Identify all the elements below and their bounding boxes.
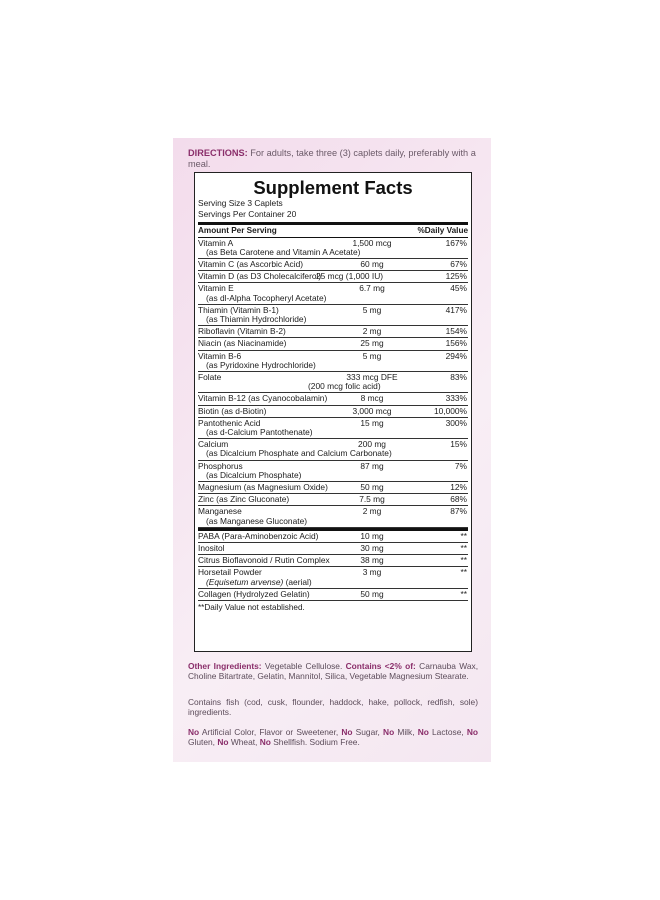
nutrient-row <box>198 418 468 439</box>
nutrient-row <box>198 567 468 588</box>
nutrient-amount: 2 mg <box>362 326 382 337</box>
nutrient-daily-value: ** <box>460 588 467 599</box>
nutrient-amount: 8 mcg <box>360 393 384 404</box>
nutrient-name: Citrus Bioflavonoid / Rutin Complex <box>198 555 330 566</box>
no-keyword: No <box>417 727 429 737</box>
no-keyword: No <box>341 727 353 737</box>
nutrient-daily-value: 300% <box>445 417 467 428</box>
nutrient-source-text: (as Thiamin Hydrochloride) <box>206 314 307 325</box>
nutrient-row <box>198 589 468 601</box>
facts-header <box>198 225 468 238</box>
nutrient-source <box>198 449 468 458</box>
nutrient-source <box>198 517 468 526</box>
nutrient-source-extra: (aerial) <box>283 576 312 587</box>
nutrient-amount: 5 mg <box>362 304 382 315</box>
nutrient-amount: 38 mg <box>360 555 384 566</box>
nutrient-row <box>198 338 468 350</box>
other-ingredients-text: Vegetable Cellulose. <box>261 661 346 671</box>
nutrient-amount: 2 mg <box>362 506 382 517</box>
fish-notice: Contains fish (cod, cusk, flounder, haddock, hake, pollock, redfish, sole) ingredients. <box>188 697 478 718</box>
nutrient-amount: 87 mg <box>360 460 384 471</box>
nutrient-name: Vitamin B-6 <box>198 350 242 361</box>
nutrient-daily-value: 125% <box>445 271 467 282</box>
nutrient-name: Niacin (as Niacinamide) <box>198 338 287 349</box>
contains-label: Contains <2% of: <box>345 661 416 671</box>
nutrient-name: Vitamin D (as D3 Cholecalciferol) <box>198 271 322 282</box>
header-dv: %Daily Value <box>417 225 468 235</box>
nutrient-source <box>198 578 468 587</box>
nutrient-amount: 6.7 mg <box>359 283 385 294</box>
free-from-item: Artificial Color, Flavor or Sweetener, <box>199 727 342 737</box>
nutrient-source-text: (as dl-Alpha Tocopheryl Acetate) <box>206 292 327 303</box>
free-from-statement <box>188 727 478 748</box>
nutrient-name: Zinc (as Zinc Gluconate) <box>198 494 290 505</box>
nutrient-name: Pantothenic Acid <box>198 417 261 428</box>
nutrient-row <box>198 259 468 271</box>
nutrient-name: Vitamin A <box>198 237 234 248</box>
header-amount: Amount Per Serving <box>198 225 277 235</box>
other-ingredients <box>188 661 478 682</box>
nutrient-daily-value: 294% <box>445 350 467 361</box>
nutrient-name: Magnesium (as Magnesium Oxide) <box>198 482 328 493</box>
no-keyword: No <box>217 737 229 748</box>
nutrient-amount: 3 mg <box>362 567 382 578</box>
nutrient-source-text: (as Dicalcium Phosphate) <box>206 469 302 480</box>
directions-label: DIRECTIONS: <box>188 148 248 158</box>
nutrient-amount: 60 mg <box>360 259 384 269</box>
nutrient-daily-value: 45% <box>450 283 467 294</box>
nutrient-amount: 25 mcg (1,000 IU) <box>316 271 384 282</box>
nutrient-name: Vitamin C (as Ascorbic Acid) <box>198 259 304 269</box>
nutrient-amount: 200 mg <box>358 439 386 450</box>
nutrient-row <box>198 305 468 326</box>
nutrient-row <box>198 439 468 460</box>
nutrient-row <box>198 283 468 304</box>
nutrient-name: Calcium <box>198 439 229 450</box>
nutrient-name: Folate <box>198 372 222 383</box>
nutrient-daily-value: 333% <box>445 393 467 404</box>
nutrient-amount: 30 mg <box>360 543 384 554</box>
nutrient-daily-value: ** <box>460 567 467 578</box>
no-keyword: No <box>383 727 395 737</box>
nutrient-daily-value: 68% <box>450 494 467 505</box>
nutrient-row <box>198 461 468 482</box>
nutrient-amount: 25 mg <box>360 338 384 349</box>
nutrient-row <box>198 326 468 338</box>
nutrient-name: Biotin (as d-Biotin) <box>198 405 267 416</box>
nutrient-name: Thiamin (Vitamin B-1) <box>198 304 279 315</box>
nutrient-name: Vitamin E <box>198 283 234 294</box>
nutrient-row <box>198 543 468 555</box>
nutrient-amount: 1,500 mcg <box>352 237 392 248</box>
nutrient-source <box>198 428 468 437</box>
free-from-item: Milk, <box>394 727 418 737</box>
nutrient-daily-value: 67% <box>450 259 467 269</box>
nutrient-source-text: (as Beta Carotene and Vitamin A Acetate) <box>206 246 361 257</box>
nutrient-row <box>198 494 468 506</box>
nutrient-row <box>198 393 468 405</box>
nutrient-row <box>198 372 468 393</box>
nutrient-source-text: (as Pyridoxine Hydrochloride) <box>206 359 316 370</box>
nutrient-daily-value: 83% <box>450 372 467 383</box>
nutrient-source <box>198 315 468 324</box>
free-from-item: Sugar, <box>352 727 384 737</box>
nutrient-daily-value: 10,000% <box>433 405 467 416</box>
other-nutrient-rows <box>198 528 468 601</box>
free-from-item: Shellfish. Sodium Free. <box>270 737 360 748</box>
nutrient-name: Collagen (Hydrolyzed Gelatin) <box>198 588 310 599</box>
nutrient-amount: 5 mg <box>362 350 382 361</box>
nutrient-amount: 3,000 mcg <box>352 405 392 416</box>
nutrient-source <box>198 361 468 370</box>
nutrient-daily-value: 7% <box>454 460 467 471</box>
nutrient-row <box>198 555 468 567</box>
nutrient-daily-value: 154% <box>445 326 467 337</box>
other-ingredients-label: Other Ingredients: <box>188 661 262 671</box>
nutrient-daily-value: 87% <box>450 506 467 517</box>
nutrient-source-text: (Equisetum arvense) <box>206 576 284 587</box>
nutrient-amount: 50 mg <box>360 588 384 599</box>
nutrient-name: Horsetail Powder <box>198 567 262 578</box>
nutrient-name: Manganese <box>198 506 242 517</box>
nutrient-source <box>198 471 468 480</box>
nutrient-daily-value: 15% <box>450 439 467 450</box>
directions-text <box>188 148 480 170</box>
supplement-facts-box <box>194 172 472 652</box>
nutrient-daily-value: 12% <box>450 482 467 493</box>
nutrient-amount: 7.5 mg <box>359 494 385 505</box>
nutrient-row <box>198 351 468 372</box>
nutrient-daily-value: ** <box>460 530 467 541</box>
nutrient-daily-value: ** <box>460 555 467 566</box>
directions-body: For adults, take three (3) caplets daily, preferably with a meal. <box>188 148 476 169</box>
nutrient-source-text: (as Dicalcium Phosphate and Calcium Carbonate) <box>206 448 392 459</box>
nutrient-daily-value: 167% <box>445 237 467 248</box>
serving-size: Serving Size 3 Caplets <box>198 198 283 208</box>
nutrient-row <box>198 406 468 418</box>
nutrient-name: Phosphorus <box>198 460 243 471</box>
nutrient-source <box>198 294 468 303</box>
nutrient-source <box>198 248 468 257</box>
nutrient-name: PABA (Para-Aminobenzoic Acid) <box>198 530 319 541</box>
nutrient-source-text: (as d-Calcium Pantothenate) <box>206 427 313 438</box>
nutrient-daily-value: 417% <box>445 304 467 315</box>
nutrient-row <box>198 482 468 494</box>
nutrient-name: Riboflavin (Vitamin B-2) <box>198 326 286 337</box>
nutrient-amount: 15 mg <box>360 417 384 428</box>
nutrient-source-text: (as Manganese Gluconate) <box>206 515 308 526</box>
nutrient-row <box>198 506 468 527</box>
nutrient-row <box>198 271 468 283</box>
nutrient-row <box>198 238 468 259</box>
contains-text: Carnauba Wax, Choline Bitartrate, Gelatin, Mannitol, Silica, Vegetable Magnesium Stearate. <box>188 661 479 682</box>
nutrient-name: Inositol <box>198 543 225 554</box>
dv-footnote: **Daily Value not established. <box>198 603 305 613</box>
free-from-item: Gluten, <box>188 737 218 748</box>
nutrient-amount-detail: (200 mcg folic acid) <box>308 381 381 392</box>
free-from-item: Wheat, <box>228 737 260 748</box>
nutrient-name: Vitamin B-12 (as Cyanocobalamin) <box>198 393 328 404</box>
nutrient-daily-value: 156% <box>445 338 467 349</box>
nutrient-amount: 50 mg <box>360 482 384 493</box>
facts-title: Supplement Facts <box>253 177 413 198</box>
no-keyword: No <box>188 727 200 737</box>
nutrient-rows <box>198 238 468 528</box>
nutrient-daily-value: ** <box>460 543 467 554</box>
free-from-item: Lactose, <box>428 727 467 737</box>
nutrient-amount: 10 mg <box>360 530 384 541</box>
nutrient-row <box>198 531 468 543</box>
no-keyword: No <box>259 737 271 748</box>
nutrient-amount: 333 mcg DFE <box>346 372 398 383</box>
no-keyword: No <box>466 727 478 737</box>
servings-per-container: Servings Per Container 20 <box>198 208 297 219</box>
